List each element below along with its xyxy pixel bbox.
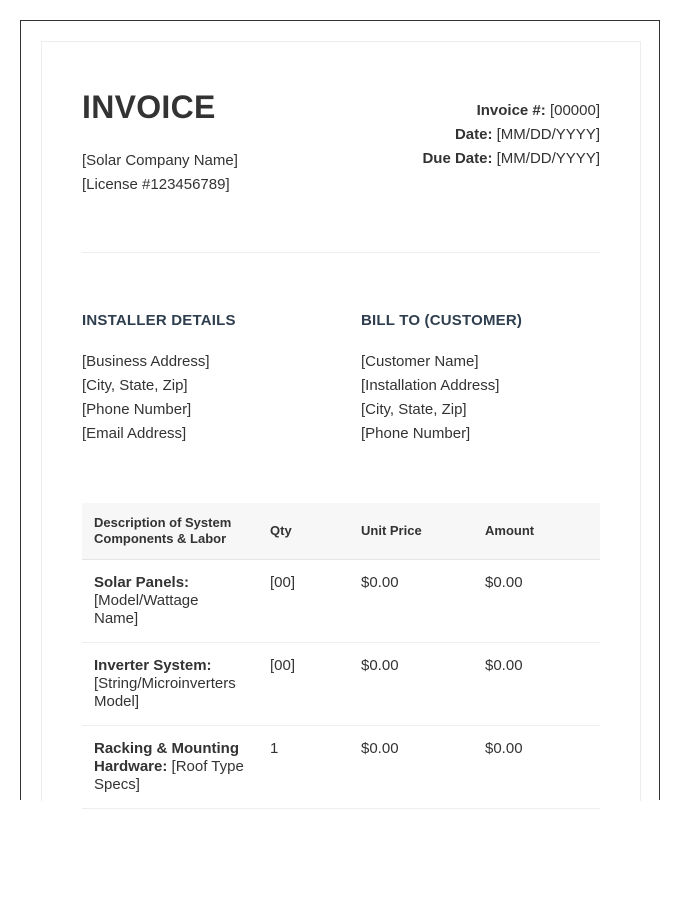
item-qty: 1 [258, 726, 349, 809]
invoice-page [41, 41, 641, 801]
table-row [82, 643, 600, 726]
company-name: [Solar Company Name] [82, 152, 238, 169]
customer-line: [Installation Address] [361, 377, 500, 394]
table-body [82, 560, 600, 809]
item-detail: [Model/Wattage Name] [94, 592, 199, 627]
invoice-meta [422, 99, 600, 171]
invoice-number-line [422, 99, 600, 123]
item-name: Solar Panels: [94, 574, 190, 591]
installer-line: [Phone Number] [82, 401, 192, 418]
invoice-due-date-label: Due Date: [422, 150, 493, 167]
item-qty: [00] [258, 560, 349, 643]
item-unit-price: $0.00 [349, 643, 473, 726]
column-header-description: Description of System Components & Labor [82, 503, 258, 560]
item-name: Inverter System: [94, 657, 212, 674]
invoice-date-label: Date: [454, 126, 493, 143]
item-unit-price: $0.00 [349, 726, 473, 809]
document-frame [20, 20, 660, 800]
invoice-date-line [422, 123, 600, 147]
item-name: Racking & Mounting Hardware: [94, 740, 239, 775]
column-header-unit-price: Unit Price [349, 503, 473, 560]
customer-lines [361, 350, 601, 446]
table-row [82, 560, 600, 643]
table-header-row [82, 503, 600, 560]
table-header [82, 503, 600, 560]
customer-line: [Phone Number] [361, 425, 471, 442]
item-description [82, 560, 258, 643]
item-detail: [Roof Type Specs] [94, 758, 244, 793]
invoice-number-value: [00000] [549, 102, 600, 119]
company-license: [License #123456789] [82, 176, 230, 193]
bill-to-heading: BILL TO (CUSTOMER) [361, 312, 523, 329]
item-detail: [String/Microinverters Model] [94, 675, 236, 710]
customer-line: [City, State, Zip] [361, 401, 467, 418]
installer-lines [82, 350, 322, 446]
line-items-table [82, 503, 600, 809]
parties-section [82, 253, 600, 503]
item-amount: $0.00 [473, 643, 600, 726]
item-description [82, 726, 258, 809]
invoice-date-value: [MM/DD/YYYY] [496, 126, 600, 143]
installer-line: [City, State, Zip] [82, 377, 188, 394]
column-header-qty: Qty [258, 503, 349, 560]
invoice-number-label: Invoice #: [476, 102, 546, 119]
installer-line: [Email Address] [82, 425, 187, 442]
invoice-due-date-line [422, 147, 600, 171]
item-qty: [00] [258, 643, 349, 726]
item-amount: $0.00 [473, 560, 600, 643]
invoice-due-date-value: [MM/DD/YYYY] [496, 150, 600, 167]
table-row [82, 726, 600, 809]
invoice-title: INVOICE [82, 89, 216, 125]
invoice-content [82, 42, 600, 809]
item-amount: $0.00 [473, 726, 600, 809]
column-header-amount: Amount [473, 503, 600, 560]
installer-details [82, 312, 322, 446]
item-unit-price: $0.00 [349, 560, 473, 643]
installer-heading: INSTALLER DETAILS [82, 312, 236, 329]
company-info [82, 149, 238, 197]
item-description [82, 643, 258, 726]
customer-line: [Customer Name] [361, 353, 479, 370]
invoice-header [82, 42, 600, 253]
bill-to-details [361, 312, 601, 446]
installer-line: [Business Address] [82, 353, 210, 370]
